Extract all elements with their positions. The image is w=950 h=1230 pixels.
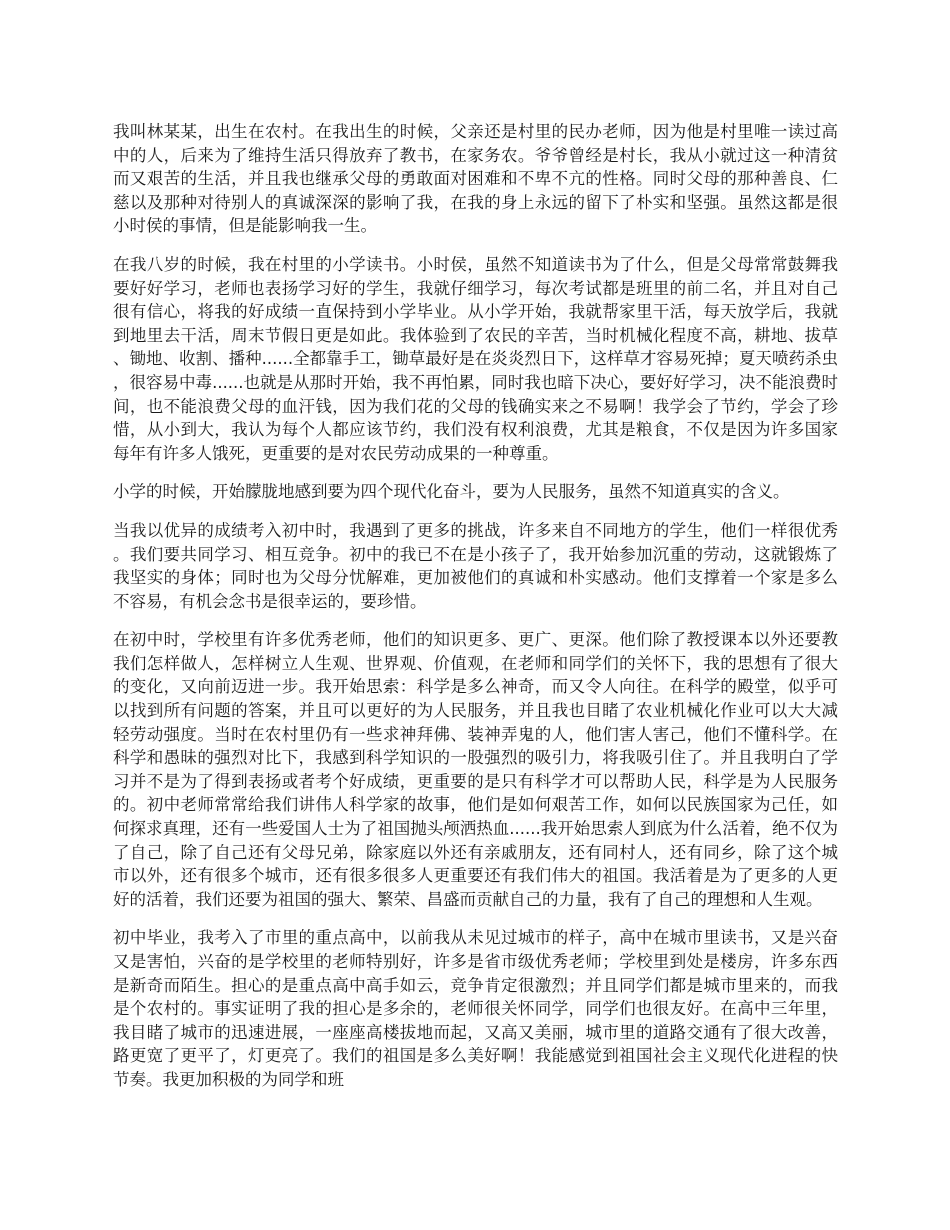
paragraph-2: 在我八岁的时候，我在村里的小学读书。小时侯，虽然不知道读书为了什么，但是父母常常鼓舞我要好好学习，老师也表扬学习好的学生，我就仔细学习，每次考试都是班里的前二名，并且对自己很有信心，将我的好成绩一直保持到小学毕业。从小学开始，我就帮家里干活，每天放学后，我就到地里去干活，周末节假日更是如此。我体验到了农民的辛苦，当时机械化程度不高，耕地、拔草、锄地、收割、播种......全都靠手工，锄草最好是在炎炎烈日下，这样草才容易死掉；夏天喷药杀虫，很容易中毒......也就是从那时开始，我不再怕累，同时我也暗下决心，要好好学习，决不能浪费时间，也不能浪费父母的血汗钱，因为我们花的父母的钱确实来之不易啊！我学会了节约，学会了珍惜，从小到大，我认为每个人都应该节约，我们没有权利浪费，尤其是粮食，不仅是因为许多国家每年有许多人饿死，更重要的是对农民劳动成果的一种尊重。 — [113, 254, 838, 463]
paragraph-6: 初中毕业，我考入了市里的重点高中，以前我从未见过城市的样子，高中在城市里读书，又是兴奋又是害怕，兴奋的是学校里的老师特别好，许多是省市级优秀老师；学校里到处是楼房，许多东西是新奇而陌生。担心的是重点高中高手如云，竞争肯定很激烈；并且同学们都是城市里来的，而我是个农村的。事实证明了我的担心是多余的，老师很关怀同学，同学们也很友好。在高中三年里，我目睹了城市的迅速进展，一座座高楼拔地而起，又高又美丽，城市里的道路交通有了很大改善，路更宽了更平了，灯更亮了。我们的祖国是多么美好啊！我能感觉到祖国社会主义现代化进程的快节奏。我更加积极的为同学和班 — [113, 928, 838, 1089]
paragraph-5: 在初中时，学校里有许多优秀老师，他们的知识更多、更广、更深。他们除了教授课本以外还要教我们怎样做人，怎样树立人生观、世界观、价值观，在老师和同学们的关怀下，我的思想有了很大的变化，又向前迈进一步。我开始思索：科学是多么神奇，而又令人向往。在科学的殿堂，似乎可以找到所有问题的答案，并且可以更好的为人民服务，并且我也目睹了农业机械化作业可以大大减轻劳动强度。当时在农村里仍有一些求神拜佛、装神弄鬼的人，他们害人害己，他们不懂科学。在科学和愚昧的强烈对比下，我感到科学知识的一股强烈的吸引力，将我吸引住了。并且我明白了学习并不是为了得到表扬或者考个好成绩，更重要的是只有科学才可以帮助人民，科学是为人民服务的。初中老师常常给我们讲伟人科学家的故事，他们是如何艰苦工作，如何以民族国家为己任，如何探求真理，还有一些爱国人士为了祖国抛头颅洒热血......我开始思索人到底为什么活着，绝不仅为了自己，除了自己还有父母兄弟，除家庭以外还有亲戚朋友，还有同村人，还有同乡，除了这个城市以外，还有很多个城市，还有很多很多人更重要还有我们伟大的祖国。我活着是为了更多的人更好的活着，我们还要为祖国的强大、繁荣、昌盛而贡献自己的力量，我有了自己的理想和人生观。 — [113, 630, 838, 909]
document-body — [113, 120, 838, 1107]
paragraph-1: 我叫林某某，出生在农村。在我出生的时候，父亲还是村里的民办老师，因为他是村里唯一读过高中的人，后来为了维持生活只得放弃了教书，在家务农。爷爷曾经是村长，我从小就过这一种清贫而又艰苦的生活，并且我也继承父母的勇敢面对困难和不卑不亢的性格。同时父母的那种善良、仁慈以及那种对待别人的真诚深深的影响了我，在我的身上永远的留下了朴实和坚强。虽然这都是很小时侯的事情，但是能影响我一生。 — [113, 122, 838, 236]
paragraph-3: 小学的时候，开始朦胧地感到要为四个现代化奋斗，要为人民服务，虽然不知道真实的含义。 — [113, 482, 790, 502]
paragraph-4: 当我以优异的成绩考入初中时，我遇到了更多的挑战，许多来自不同地方的学生，他们一样很优秀。我们要共同学习、相互竞争。初中的我已不在是小孩子了，我开始参加沉重的劳动，这就锻炼了我坚实的身体；同时也为父母分忧解难，更加被他们的真诚和朴实感动。他们支撑着一个家是多么不容易，有机会念书是很幸运的，要珍惜。 — [113, 520, 838, 611]
